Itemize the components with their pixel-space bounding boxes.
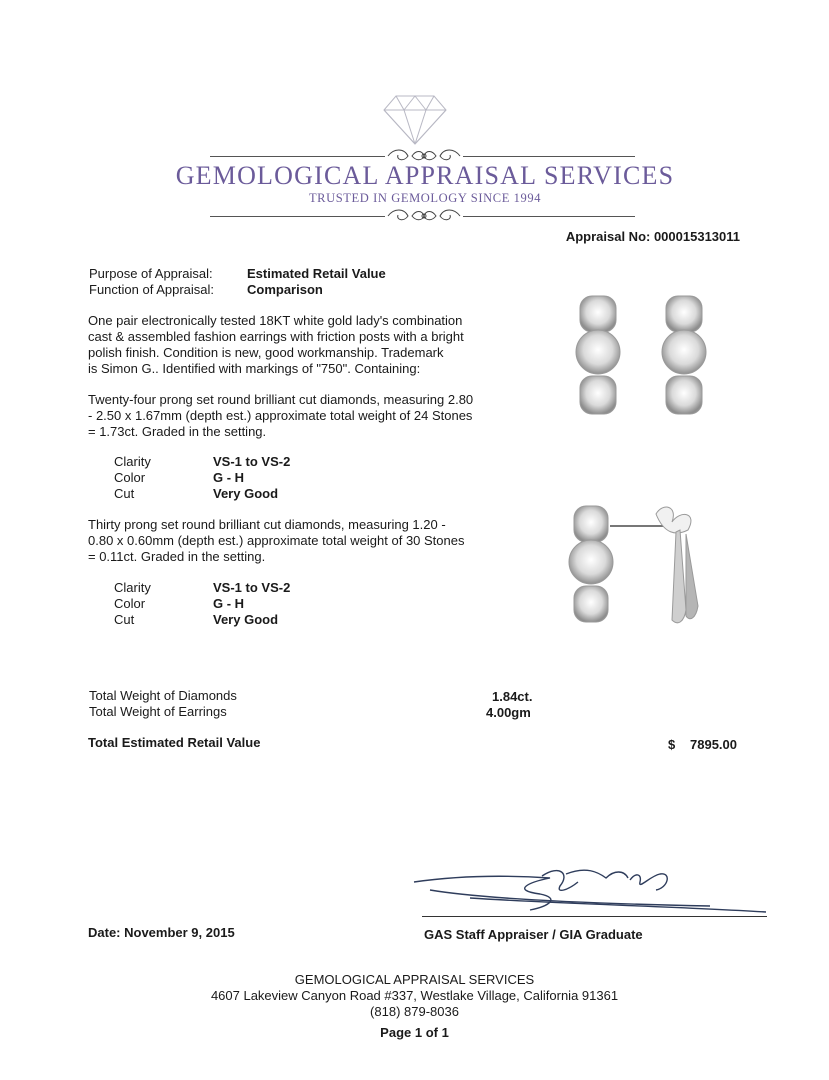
appraiser-title: GAS Staff Appraiser / GIA Graduate: [424, 927, 643, 942]
header-rule-top-right: [463, 156, 635, 157]
description-line: cast & assembled fashion earrings with friction posts with a bright: [88, 329, 464, 344]
grade-value-color: G - H: [213, 596, 245, 611]
grade-value-clarity: VS-1 to VS-2: [213, 454, 291, 469]
description-line: is Simon G.. Identified with markings of "750". Containing:: [88, 361, 421, 376]
function-value: Comparison: [247, 282, 323, 297]
grade-label-color: Color: [114, 470, 146, 485]
grade-label-color: Color: [114, 596, 146, 611]
description-line: One pair electronically tested 18KT white gold lady's combination: [88, 313, 463, 328]
appraiser-signature: [410, 860, 770, 923]
total-diamond-weight-label: Total Weight of Diamonds: [89, 688, 237, 703]
total-earring-weight-label: Total Weight of Earrings: [89, 704, 227, 719]
footer-company: GEMOLOGICAL APPRAISAL SERVICES: [294, 972, 535, 987]
header-rule-top-left: [210, 156, 385, 157]
stone-line: Twenty-four prong set round brilliant cut diamonds, measuring 2.80: [88, 392, 474, 407]
grade-label-clarity: Clarity: [114, 580, 151, 595]
currency-symbol: $: [668, 737, 676, 752]
total-diamond-weight-value: 1.84ct.: [492, 689, 533, 704]
stone-line: = 1.73ct. Graded in the setting.: [88, 424, 267, 439]
grade-label-clarity: Clarity: [114, 454, 151, 469]
purpose-value: Estimated Retail Value: [247, 266, 386, 281]
grade-value-clarity: VS-1 to VS-2: [213, 580, 291, 595]
grade-label-cut: Cut: [114, 612, 135, 627]
earrings-front-photo: [568, 290, 718, 428]
footer-phone: (818) 879-8036: [370, 1004, 459, 1019]
function-label: Function of Appraisal:: [89, 282, 215, 297]
purpose-label: Purpose of Appraisal:: [89, 266, 213, 281]
description-line: polish finish. Condition is new, good workmanship. Trademark: [88, 345, 444, 360]
grade-value-color: G - H: [213, 470, 245, 485]
total-retail-value-label: Total Estimated Retail Value: [88, 735, 261, 750]
stone-group-1-description: [88, 392, 498, 440]
company-tagline: TRUSTED IN GEMOLOGY SINCE 1994: [308, 191, 542, 205]
total-retail-value: 7895.00: [690, 737, 737, 752]
earring-side-photo: [568, 500, 718, 638]
total-earring-weight-value: 4.00gm: [486, 705, 531, 720]
grade-value-cut: Very Good: [213, 612, 279, 627]
item-description: [88, 313, 498, 377]
ornament-icon: [386, 206, 462, 229]
appraisal-number: Appraisal No: 000015313011: [565, 229, 740, 244]
stone-line: 0.80 x 0.60mm (depth est.) approximate total weight of 30 Stones: [88, 533, 465, 548]
appraisal-date: Date: November 9, 2015: [88, 925, 235, 940]
stone-group-2-description: [88, 517, 498, 565]
header-rule-bottom-left: [210, 216, 385, 217]
diamond-logo-icon: [382, 94, 448, 149]
grade-label-cut: Cut: [114, 486, 135, 501]
stone-line: = 0.11ct. Graded in the setting.: [88, 549, 266, 564]
stone-line: Thirty prong set round brilliant cut diamonds, measuring 1.20 -: [88, 517, 446, 532]
page-number: Page 1 of 1: [380, 1025, 449, 1040]
footer-address: 4607 Lakeview Canyon Road #337, Westlake Village, California 91361: [210, 988, 619, 1003]
signature-line: [422, 916, 767, 917]
header-rule-bottom-right: [463, 216, 635, 217]
grade-value-cut: Very Good: [213, 486, 279, 501]
company-logo-title: GEMOLOGICAL APPRAISAL SERVICES: [175, 161, 675, 190]
stone-line: - 2.50 x 1.67mm (depth est.) approximate total weight of 24 Stones: [88, 408, 473, 423]
